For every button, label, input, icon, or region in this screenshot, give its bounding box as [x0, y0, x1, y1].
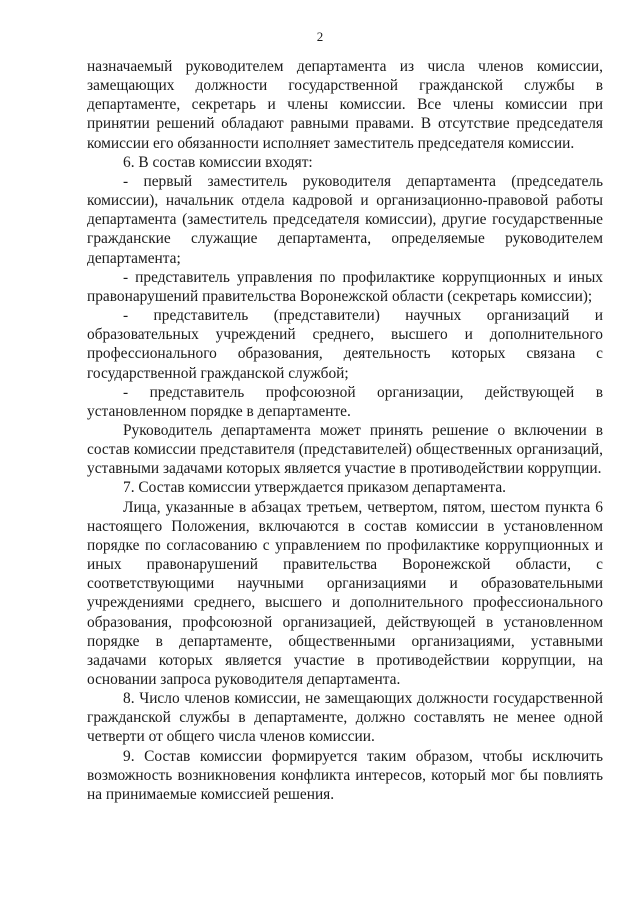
paragraph-8: 7. Состав комиссии утверждается приказом департамента.: [123, 479, 506, 497]
paragraph-6: - представитель профсоюзной организации, действующей в установленном порядке в департаменте.: [87, 383, 603, 420]
paragraph-2: 6. В состав комиссии входят:: [123, 153, 313, 171]
paragraph-3: - первый заместитель руководителя департамента (председатель комиссии), начальник отдела кадровой и организационно-правовой работы департамента (заместитель председателя комиссии), другие государственные гражданские служащие департамента, определяемые руководителем департамента;: [87, 172, 603, 267]
page-number: 2: [316, 29, 324, 44]
paragraph-4: - представитель управления по профилактике коррупционных и иных правонарушений правительства Воронежской области (секретарь комиссии);: [87, 268, 603, 305]
paragraph-9: Лица, указанные в абзацах третьем, четвертом, пятом, шестом пункта 6 настоящего Положения, включаются в состав комиссии в установленном порядке по согласованию с управлением по профилактике коррупционных и иных правонарушений правительства Воронежской области, с соответствующими научными организациями и образовательными учреждениями среднего, высшего и дополнительного профессионального образования, профсоюзной организацией, действующей в установленном порядке в департаменте, общественными организациями, уставными задачами которых является участие в противодействии коррупции, на основании запроса руководителя департамента.: [87, 498, 603, 688]
paragraph-10: 8. Число членов комиссии, не замещающих должности государственной гражданской службы в департаменте, должно составлять не менее одной четверти от общего числа членов комиссии.: [87, 690, 603, 746]
paragraph-5: - представитель (представители) научных организаций и образовательных учреждений среднего, высшего и дополнительного профессионального образования, деятельность которых связана с государственной гражданской службой;: [87, 307, 603, 382]
paragraph-1: назначаемый руководителем департамента из числа членов комиссии, замещающих должности государственной гражданской службы в департаменте, секретарь и члены комиссии. Все члены комиссии при принятии решений обладают равными правами. В отсутствие председателя комиссии его обязанности исполняет заместитель председателя комиссии.: [87, 58, 603, 152]
document-body: [87, 57, 603, 804]
paragraph-7: Руководитель департамента может принять решение о включении в состав комиссии представителя (представителей) общественных организаций, уставными задачами которых является участие в противодействии коррупции.: [87, 421, 603, 478]
paragraph-11: 9. Состав комиссии формируется таким образом, чтобы исключить возможность возникновения конфликта интересов, который мог бы повлиять на принимаемые комиссией решения.: [87, 747, 603, 803]
